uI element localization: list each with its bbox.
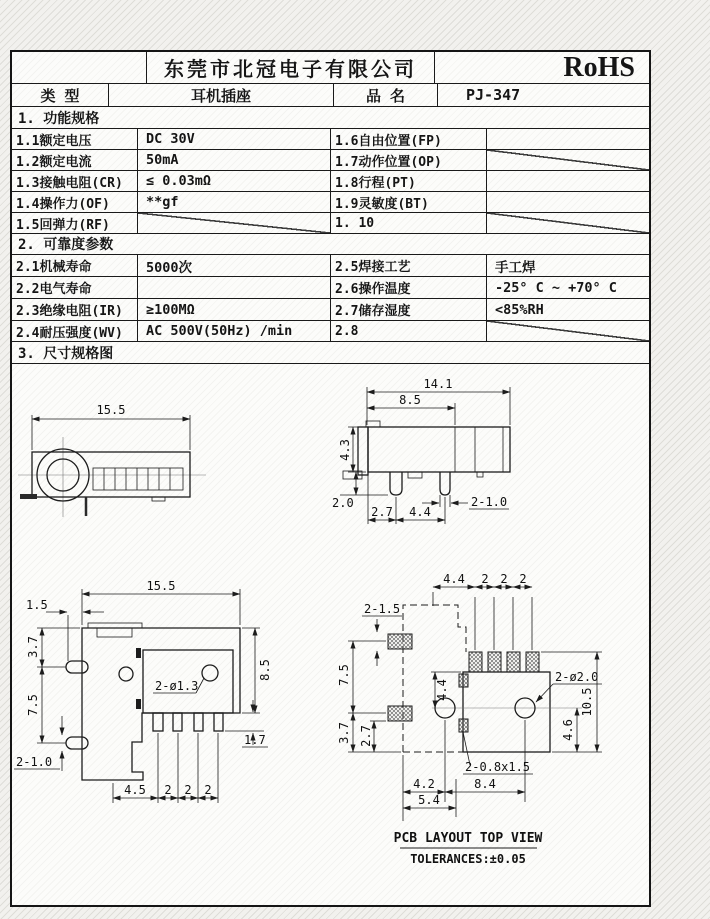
spec-value: AC 500V(50Hz) /min [138,321,331,341]
spec-row [12,129,649,150]
dim-label: 5.4 [418,793,440,807]
dim-label: 4.4 [409,505,431,519]
dim-label: 4.3 [338,439,352,461]
spec-value-na [138,213,331,233]
spec-value: 5000次 [138,255,331,276]
dim-label: 2 [500,572,508,586]
spec-label: 2.4耐压强度(WV) [12,321,138,341]
dim-label: 2 [204,783,212,797]
top-view-drawing [14,579,272,803]
spec-label: 2.2电气寿命 [12,277,138,298]
dim-label: 2-1.0 [16,755,53,769]
spec-row [12,213,649,234]
spec-label: 2.5焊接工艺 [331,255,487,276]
tolerance-note: TOLERANCES:±0.05 [410,852,526,866]
dim-label: 15.5 [96,403,126,417]
spec-label: 2.8 [331,321,487,341]
spec-value: ≤ 0.03mΩ [138,171,331,191]
dim-label: 10.5 [580,687,594,717]
part-number: PJ-347 [466,86,521,104]
dim-label: 7.5 [26,694,40,716]
dim-label: 2.7 [371,505,393,519]
spec-row [12,321,649,342]
dim-label: 1.5 [26,598,48,612]
spec-value [487,192,649,212]
spec-label: 1.9灵敏度(BT) [331,192,487,212]
dim-label: 8.5 [258,659,272,681]
type-value: 耳机插座 [109,84,334,106]
hole-callout: 2-ø1.3 [155,679,199,693]
spec-value: 50mA [138,150,331,170]
spec-value: <85%RH [495,301,544,318]
title-row [12,52,649,84]
dim-label: 1.7 [244,733,266,747]
spec-label: 1.3接触电阻(CR) [12,171,138,191]
section2-title: 2. 可靠度参数 [12,234,649,255]
dim-label: 7.5 [337,664,351,686]
spec-value: DC 30V [138,129,331,149]
spec-row [12,171,649,192]
name-label: 品 名 [334,84,438,106]
spec-value-na [487,150,649,170]
spec-label: 2.3绝缘电阻(IR) [12,299,138,320]
company-name: 东莞市北冠电子有限公司 [147,52,435,83]
spec-label: 1.2额定电流 [12,150,138,170]
spec-value: ≥100MΩ [138,299,331,320]
spec-value [487,129,649,149]
spec-label: 1.5回弹力(RF) [12,213,138,233]
dim-label: 8.5 [399,393,421,407]
title-empty-cell [12,52,147,83]
spec-row [12,150,649,171]
dim-label: 14.1 [423,377,453,391]
slot-callout: 2-0.8x1.5 [465,760,531,774]
pcb-caption: PCB LAYOUT TOP VIEW [393,831,543,846]
side-view-drawing [18,403,206,517]
dim-label: 4.2 [413,777,435,791]
pad-callout: 2-1.5 [364,602,401,616]
dim-label: 4.4 [435,679,449,701]
spec-sheet-page [10,50,651,907]
spec-label: 1. 10 [331,213,487,233]
hole-callout: 2-ø2.0 [555,670,599,684]
dim-label: 4.5 [124,783,146,797]
spec-label: 1.4操作力(OF) [12,192,138,212]
dim-label: 3.7 [26,636,40,658]
dim-label: 4.4 [443,572,465,586]
dimension-drawings [12,364,649,905]
spec-label: 1.7动作位置(OP) [331,150,487,170]
spec-row [12,277,649,299]
dim-label: 2 [184,783,192,797]
pcb-layout-drawing [337,572,602,866]
spec-value: **gf [138,192,331,212]
drawings-svg [12,364,649,905]
spec-value-na [487,321,649,341]
spec-label: 2.6操作温度 [331,277,487,298]
dim-label: 2 [481,572,489,586]
spec-row [12,192,649,213]
meta-row [12,84,649,107]
rohs-mark: RoHS [563,52,635,83]
spec-label: 1.6自由位置(FP) [331,129,487,149]
spec-value: -25° C ~ +70° C [495,279,617,296]
dim-label: 8.4 [474,777,496,791]
dim-label: 2.7 [359,725,373,747]
front-view-drawing [332,377,510,524]
section3-title: 3. 尺寸规格图 [12,342,649,364]
spec-value [487,171,649,191]
section1-title: 1. 功能规格 [12,107,649,129]
spec-value [138,277,331,298]
spec-value: 手工焊 [495,259,536,276]
dim-label: 4.6 [561,719,575,741]
spec-label: 1.1额定电压 [12,129,138,149]
dim-label: 15.5 [146,579,176,593]
spec-label: 2.1机械寿命 [12,255,138,276]
mount-foot [20,494,37,499]
spec-label: 1.8行程(PT) [331,171,487,191]
dim-label: 2 [164,783,172,797]
type-label: 类 型 [12,84,109,106]
dim-label: 2.0 [332,496,354,510]
spec-label: 2.7储存湿度 [331,299,487,320]
dim-label: 2 [519,572,527,586]
spec-row [12,255,649,277]
dim-label: 3.7 [337,722,351,744]
spec-value-na [487,213,649,233]
dim-label: 2-1.0 [471,495,508,509]
spec-row [12,299,649,321]
